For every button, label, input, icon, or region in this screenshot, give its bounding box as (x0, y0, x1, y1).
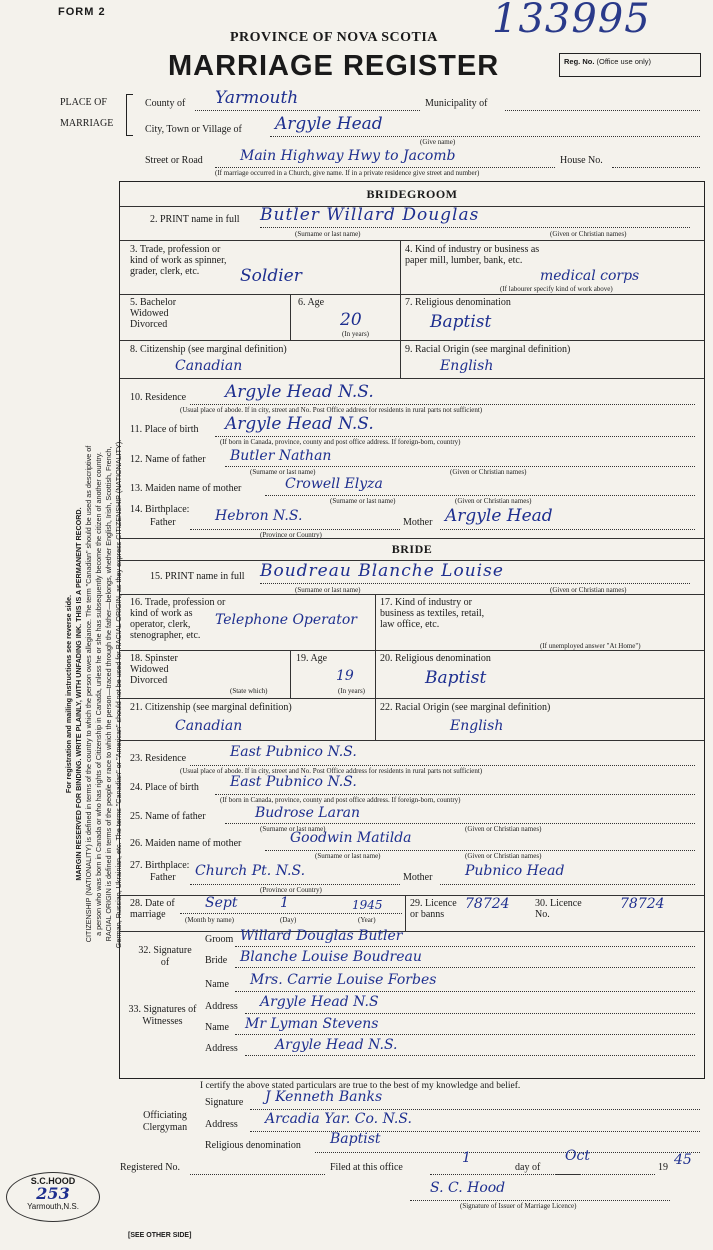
stamp-name: S.C.HOOD (30, 1176, 76, 1186)
marriage-day-note: (Day) (280, 916, 297, 924)
bride-racial-label: 22. Racial Origin (see marginal definition) (380, 702, 551, 713)
bride-residence-note: (Usual place of abode. If in city, street and No. Post Office address for residents in rural parts not sufficient) (180, 767, 483, 775)
see-other-side: [SEE OTHER SIDE] (128, 1232, 192, 1239)
marriage-date-label: 28. Date of marriage (130, 898, 175, 920)
clergy-religion: Baptist (330, 1131, 381, 1147)
form-number: FORM 2 (58, 6, 106, 18)
groom-mother-surname-note: (Surname or last name) (330, 497, 396, 505)
bride-mother-surname-note: (Surname or last name) (315, 852, 381, 860)
bride-citizenship: Canadian (175, 718, 243, 734)
groom-industry-label: 4. Kind of industry or business as paper mill, lumber, bank, etc. (405, 244, 540, 266)
clergy-address: Arcadia Yar. Co. N.S. (265, 1111, 412, 1127)
stamp-place: Yarmouth,N.S. (27, 1202, 79, 1211)
groom-age-label: 6. Age (298, 297, 325, 308)
bride-years-note: (In years) (338, 687, 366, 695)
marriage-year: 1945 (352, 898, 383, 912)
groom-racial-label: 9. Racial Origin (see marginal definition) (405, 344, 571, 355)
margin-line3: CITIZENSHIP (NATIONALITY) is defined in terms of the country to which the person owes allegiance. The term "Canadian" should be used as descriptive of (84, 445, 93, 943)
w1-address: Argyle Head N.S (260, 994, 379, 1010)
margin-instructions (64, 174, 124, 1214)
filed-day: 1 (462, 1150, 471, 1166)
county-value: Yarmouth (215, 88, 299, 108)
street-note: (If marriage occurred in a Church, give name. If in a private residence give street and number) (215, 169, 480, 177)
bride-religion: Baptist (425, 668, 487, 688)
bride-signature: Blanche Louise Boudreau (240, 949, 422, 965)
marriage-month-note: (Month by name) (185, 916, 234, 924)
bride-birth-note: (If born in Canada, province, county and post office address. If foreign-born, country) (220, 796, 461, 804)
margin-line1: For registration and mailing instructions see reverse side. (64, 594, 73, 794)
bride-surname-note: (Surname or last name) (295, 586, 361, 594)
signature-of-label: 32. Signature of (138, 945, 192, 968)
groom-mother-label: 13. Maiden name of mother (130, 483, 242, 494)
bride-mother-given-note: (Given or Christian names) (465, 852, 542, 860)
bride-industry-label: 17. Kind of industry or business as textiles, retail, law office, etc. (380, 597, 485, 630)
issuer-note: (Signature of Issuer of Marriage Licence) (460, 1202, 577, 1210)
groom-father-label: 12. Name of father (130, 454, 206, 465)
witnesses-label: 33. Signatures of Witnesses (128, 1004, 197, 1027)
bride-parents-birthplace-label: 27. Birthplace: (130, 860, 190, 871)
clergy-signature-label: Signature (205, 1097, 244, 1108)
groom-age: 20 (340, 310, 362, 330)
house-label: House No. (560, 155, 603, 166)
clergy-address-label: Address (205, 1119, 238, 1130)
groom-religion-label: 7. Religious denomination (405, 297, 511, 308)
groom-trade-label: 3. Trade, profession or kind of work as spinner, grader, clerk, etc. (130, 244, 227, 277)
bride-father-bp-label: Father (150, 872, 176, 883)
groom-residence-label: 10. Residence (130, 392, 187, 403)
margin-line2: MARGIN RESERVED FOR BINDING. WRITE PLAINLY, WITH UNFADING INK. THIS IS A PERMANENT RECORD. (74, 507, 83, 881)
groom-surname-note: (Surname or last name) (295, 230, 361, 238)
bride-father-surname-note: (Surname or last name) (260, 825, 326, 833)
groom-birthplace-label: 11. Place of birth (130, 424, 199, 435)
groom-father-bp-label: Father (150, 517, 176, 528)
clergyman-label: Officiating Clergyman (142, 1110, 188, 1133)
groom-signature: Willard Douglas Butler (240, 928, 403, 944)
give-name-note: (Give name) (420, 138, 456, 146)
bride-state-note: (State which) (230, 687, 268, 695)
street-label: Street or Road (145, 155, 203, 166)
w2-address: Argyle Head N.S. (275, 1037, 398, 1053)
bride-father-prov-note: (Province or Country) (260, 886, 322, 894)
marriage-day: 1 (280, 895, 289, 911)
bride-residence-label: 23. Residence (130, 753, 187, 764)
groom-given-note: (Given or Christian names) (550, 230, 627, 238)
bride-age-label: 19. Age (296, 653, 328, 664)
bride-mother-label: 26. Maiden name of mother (130, 838, 242, 849)
w1-address-label: Address (205, 1001, 238, 1012)
bride-age: 19 (336, 668, 354, 684)
groom-mother-bp-label: Mother (403, 517, 433, 528)
register-frame (119, 181, 705, 1079)
groom-father-surname-note: (Surname or last name) (250, 468, 316, 476)
stamp-number: 253 (36, 1184, 70, 1203)
licence-no-label: 30. Licence No. (535, 898, 582, 920)
bride-status-label: 18. Spinster Widowed Divorced (130, 653, 178, 686)
licence-banns: 78724 (465, 896, 510, 912)
reg-no-note: (Office use only) (596, 57, 651, 66)
marriage-month: Sept (205, 895, 238, 911)
city-value: Argyle Head (275, 114, 383, 134)
registration-number: 133995 (492, 0, 651, 42)
marriage-label: MARRIAGE (60, 118, 114, 129)
groom-birth-note: (If born in Canada, province, county and post office address. If foreign-born, country) (220, 438, 461, 446)
groom-citizenship: Canadian (175, 358, 243, 374)
groom-father-bp: Hebron N.S. (215, 508, 303, 524)
bride-racial: English (450, 718, 504, 734)
certify-text: I certify the above stated particulars are true to the best of my knowledge and belief. (200, 1081, 521, 1091)
margin-line5: RACIAL ORIGIN is defined in terms of the people or race to which the person—traced through the father—belongs, whether English, Irish, Scottish, French, (104, 446, 113, 942)
bride-birthplace-label: 24. Place of birth (130, 782, 199, 793)
province-heading: PROVINCE OF NOVA SCOTIA (230, 30, 438, 45)
groom-religion: Baptist (430, 312, 492, 332)
groom-racial: English (440, 358, 494, 374)
groom-father: Butler Nathan (230, 448, 332, 464)
bride-father-given-note: (Given or Christian names) (465, 825, 542, 833)
marriage-year-note: (Year) (358, 916, 376, 924)
bride-citizenship-label: 21. Citizenship (see marginal definition) (130, 702, 292, 713)
year-prefix: 19 (658, 1162, 668, 1173)
bride-trade-label: 16. Trade, profession or kind of work as operator, clerk, stenographer, etc. (130, 597, 226, 641)
registered-label: Registered No. (120, 1162, 180, 1173)
bride-birthplace: East Pubnico N.S. (230, 774, 357, 790)
groom-mother-bp: Argyle Head (445, 506, 553, 526)
municipality-label: Municipality of (425, 98, 488, 109)
margin-line4: a person who was born in Canada or who has rights of Citizenship in Canada, unless he or she has subsequently become the citizen of another country. (94, 452, 103, 936)
w1-name-label: Name (205, 979, 229, 990)
groom-industry-note: (If labourer specify kind of work above) (500, 285, 613, 293)
bride-father: Budrose Laran (255, 805, 361, 821)
groom-residence: Argyle Head N.S. (225, 382, 374, 402)
city-label: City, Town or Village of (145, 124, 242, 135)
clergy-signature: J Kenneth Banks (265, 1089, 383, 1105)
bride-religion-label: 20. Religious denomination (380, 653, 491, 664)
groom-mother-given-note: (Given or Christian names) (455, 497, 532, 505)
bride-mother-bp: Pubnico Head (465, 863, 565, 879)
licence-no: 78724 (620, 896, 665, 912)
w2-address-label: Address (205, 1043, 238, 1054)
groom-father-given-note: (Given or Christian names) (450, 468, 527, 476)
groom-sig-label: Groom (205, 934, 234, 945)
licence-banns-label: 29. Licence or banns (410, 898, 457, 920)
w2-name: Mr Lyman Stevens (245, 1016, 379, 1032)
bride-trade: Telephone Operator (215, 612, 357, 628)
bride-heading: BRIDE (391, 542, 433, 556)
day-of-label: day of (515, 1162, 541, 1173)
bride-mother-bp-label: Mother (403, 872, 433, 883)
groom-trade: Soldier (240, 266, 302, 286)
groom-birthplace: Argyle Head N.S. (225, 414, 374, 434)
bride-mother: Goodwin Matilda (290, 830, 412, 846)
w1-name: Mrs. Carrie Louise Forbes (250, 972, 437, 988)
place-label: PLACE OF (60, 97, 107, 108)
groom-name-label: 2. PRINT name in full (150, 214, 240, 225)
county-label: County of (145, 98, 186, 109)
filed-year: 45 (674, 1152, 692, 1168)
groom-industry: medical corps (540, 268, 640, 284)
bride-father-bp: Church Pt. N.S. (195, 863, 306, 879)
groom-status-label: 5. Bachelor Widowed Divorced (130, 297, 177, 330)
groom-mother: Crowell Elyza (285, 476, 383, 492)
w2-name-label: Name (205, 1022, 229, 1033)
bride-father-label: 25. Name of father (130, 811, 206, 822)
clergy-religion-label: Religious denomination (205, 1140, 301, 1151)
street-value: Main Highway Hwy to Jacomb (240, 148, 456, 164)
bride-name-label: 15. PRINT name in full (150, 571, 245, 582)
bride-name: Boudreau Blanche Louise (260, 561, 504, 581)
groom-years-note: (In years) (342, 330, 370, 338)
bride-sig-label: Bride (205, 955, 228, 966)
groom-father-prov-note: (Province or Country) (260, 531, 322, 539)
groom-parents-birthplace-label: 14. Birthplace: (130, 504, 190, 515)
bride-residence: East Pubnico N.S. (230, 744, 357, 760)
filed-month: Oct (565, 1148, 590, 1164)
groom-residence-note: (Usual place of abode. If in city, street and No. Post Office address for residents in rural parts not sufficient) (180, 406, 483, 414)
reg-no-label: Reg. No. (564, 57, 595, 66)
groom-citizenship-label: 8. Citizenship (see marginal definition) (130, 344, 287, 355)
filed-label: Filed at this office (330, 1162, 403, 1173)
bridegroom-heading: BRIDEGROOM (366, 187, 458, 201)
reg-no-box (559, 53, 701, 77)
place-bracket (126, 94, 133, 136)
bride-given-note: (Given or Christian names) (550, 586, 627, 594)
margin-line6: German, Russian, Ukrainian, etc. The terms "Canadian" or "American" should not be used for RACIAL ORIGIN, as they express CITIZENSHIP (NATIONALITY). (114, 439, 123, 949)
document-title: MARRIAGE REGISTER (168, 50, 500, 82)
bride-industry-note: (If unemployed answer "At Home") (540, 642, 641, 650)
groom-name: Butler Willard Douglas (260, 205, 480, 225)
issuer-signature: S. C. Hood (430, 1180, 506, 1196)
